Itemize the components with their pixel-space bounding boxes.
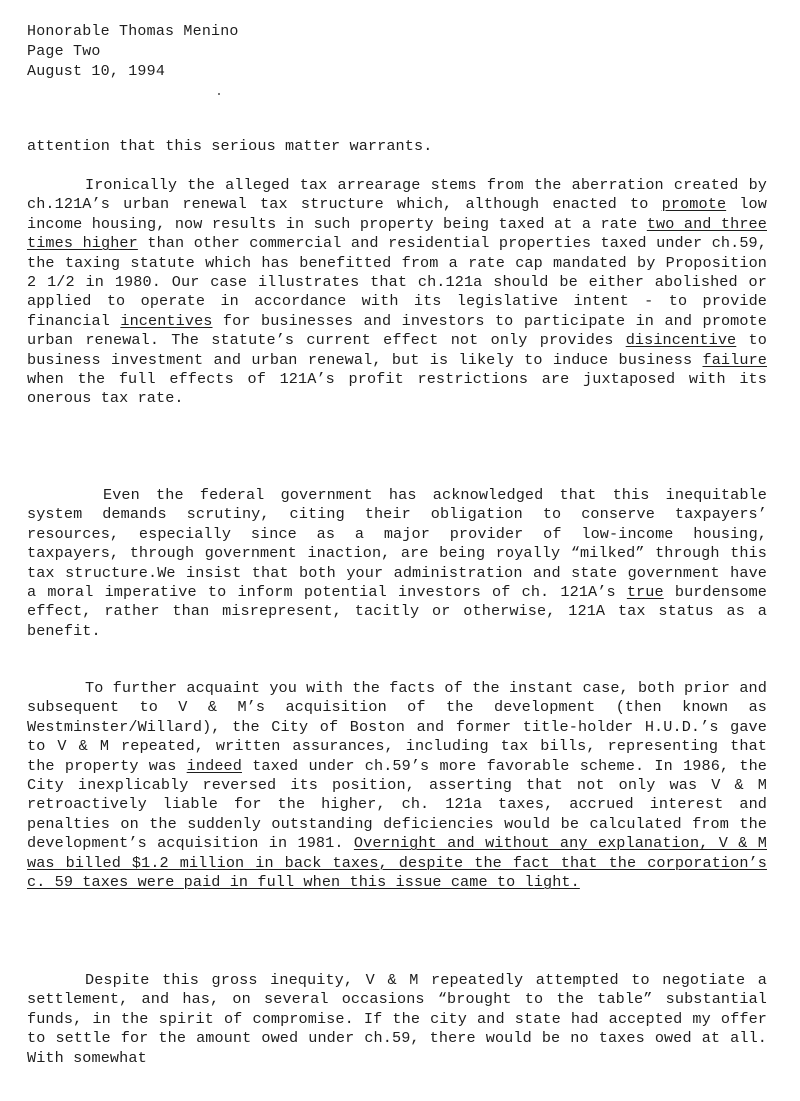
p2-text-a: Even the federal government has acknowledged that this inequitable system demands scrutiny, citing their obligation to conserve taxpayers’ resources, especially since as a major provider of low-income housing, taxpayers, through government inaction, are being royally “milked” through this tax structure.We insist that both your administration and state government have a moral imperative to inform potential investors of ch. 121A’s: [27, 486, 767, 602]
page-number-line: Page Two: [27, 43, 101, 60]
p1-underline-incentives: incentives: [120, 311, 213, 330]
p3-underline-indeed: indeed: [186, 756, 242, 775]
p3-text-b: taxed under ch.59’s more favorable scheme. In 1986, the City inexplicably reversed its position, asserting that not only was V & M retroactively liable for the higher, ch. 121a taxes, accrued interest and penalties on the suddenly outstanding deficiencies would be calculated from the development’s acquisition in 1981.: [27, 756, 768, 853]
recipient-line: Honorable Thomas Menino: [27, 23, 239, 40]
p3-text-a: To further acquaint you with the facts of the instant case, both prior and subsequent to V & M’s acquisition of the development (then known as Westminster/Willard), the City of Boston and former title-holder H.U.D.’s gave to V & M repeated, written assurances, including tax bills, representing that the property was: [27, 679, 767, 775]
stray-mark: [218, 93, 220, 95]
paragraph-facts: [27, 679, 767, 892]
paragraph-federal-government: [27, 486, 767, 641]
lead-text: attention that this serious matter warrants.: [27, 137, 433, 155]
p1-text-d: for businesses and investors to participate in and promote urban renewal. The statute’s current effect not only provides: [27, 311, 768, 350]
p2-underline-true: true: [626, 583, 664, 602]
continuation-line: [27, 137, 767, 156]
p3-underline-overnight: Overnight and without any explanation, V & M was billed $1.2 million in back taxes, despite the fact that the corporation’s c. 59 taxes were paid in full when this issue came to light.: [27, 834, 767, 892]
p1-underline-promote: promote: [661, 195, 727, 214]
p1-text-f: when the full effects of 121A’s profit restrictions are juxtaposed with its onerous tax rate.: [27, 370, 767, 408]
p1-text-c: than other commercial and residential properties taxed under ch.59, the taxing statute which has benefitted from a rate cap mandated by Proposition 2 1/2 in 1980. Our case illustrates that ch.121a should be either abolished or applied to operate in accordance with its legislative intent - to provide financial: [27, 234, 767, 330]
p2-text-b: burdensome effect, rather than misrepresent, tacitly or otherwise, 121A tax status as a benefit.: [27, 583, 767, 640]
p4-text: Despite this gross inequity, V & M repeatedly attempted to negotiate a settlement, and has, on several occasions “brought to the table” substantial funds, in the spirit of compromise. If the city and state had accepted my offer to settle for the amount owed under ch.59, there would be no taxes owed at all. With somewhat: [27, 971, 767, 1067]
paragraph-despite: [27, 971, 767, 1068]
p1-text-b: low income housing, now results in such property being taxed at a rate: [27, 195, 767, 233]
p1-underline-failure: failure: [702, 350, 767, 369]
p1-text-e: to business investment and urban renewal, but is likely to induce business: [27, 331, 767, 369]
p1-underline-disincentive: disincentive: [625, 331, 737, 350]
p1-underline-rate: two and three times higher: [27, 214, 767, 253]
letter-header: [27, 22, 239, 82]
paragraph-ironically: [27, 176, 767, 409]
date-line: August 10, 1994: [27, 63, 166, 80]
p1-text-a: Ironically the alleged tax arrearage stems from the aberration created by ch.121A’s urban renewal tax structure which, although enacted to: [27, 176, 767, 214]
